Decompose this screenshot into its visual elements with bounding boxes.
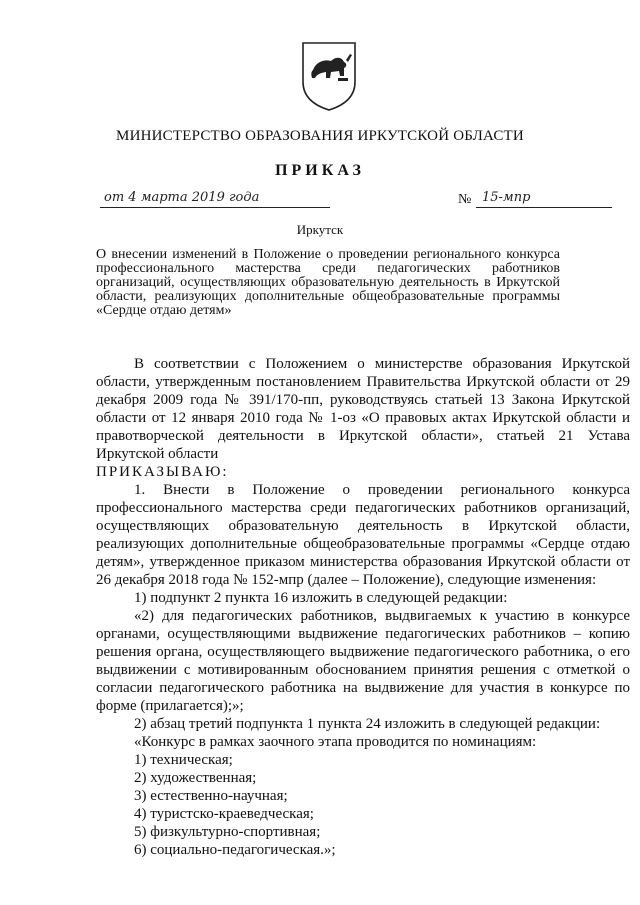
order-date-handwritten: от 4 марта 2019 года — [100, 190, 330, 208]
coat-of-arms-emblem — [300, 40, 358, 112]
ministry-name: МИНИСТЕРСТВО ОБРАЗОВАНИЯ ИРКУТСКОЙ ОБЛАСТИ — [116, 128, 524, 144]
item-1-paragraph: 1. Внести в Положение о проведении регионального конкурса профессионального мастерства среди педагогических работников организаций, осуществляющих образовательную деятельность в Иркутской области, реализующих дополнительные общеобразовательные программы «Сердце отдаю детям», утвержденное приказом министерства образования Иркутской области от 26 декабря 2018 года № 152-мпр (далее – Положение), следующие изменения: — [96, 482, 630, 588]
order-number-label: № — [458, 192, 472, 207]
nomination-item: 3) естественно-научная; — [134, 788, 288, 804]
order-title: ПРИКАЗ — [275, 162, 365, 179]
order-subject: О внесении изменений в Положение о проведении регионального конкурса профессионального мастерства среди педагогических работников организаций, осуществляющих образовательную деятельность в Иркутской области, реализующих дополнительные общеобразовательные программы «Сердце отдаю детям» — [96, 247, 560, 318]
nomination-item: 1) техническая; — [134, 752, 233, 768]
subitem-1-paragraph: 1) подпункт 2 пункта 16 изложить в следующей редакции: — [134, 590, 508, 606]
city-name: Иркутск — [296, 222, 344, 237]
nomination-item: 2) художественная; — [134, 770, 257, 786]
quote-2-paragraph: «Конкурс в рамках заочного этапа проводится по номинациям: — [134, 734, 537, 750]
nomination-item: 6) социально-педагогическая.»; — [134, 842, 336, 858]
orders-heading: ПРИКАЗЫВАЮ: — [96, 464, 229, 480]
document-body — [96, 355, 630, 859]
quote-1-paragraph: «2) для педагогических работников, выдвигаемых к участию в конкурсе органами, осуществляющими выдвижение педагогических работников – копию решения органа, осуществляющего выдвижение педагогического работника, о его выдвижении с мотивированным обоснованием принятия решения с отметкой о согласии педагогического работника на выдвижение для участия в конкурсе по форме (прилагается);»; — [96, 608, 630, 714]
preamble-paragraph: В соответствии с Положением о министерстве образования Иркутской области, утвержденным постановлением Правительства Иркутской области от 29 декабря 2009 года № 391/170-пп, руководствуясь статьей 13 Закона Иркутской области от 12 января 2010 года № 1-оз «О правовых актах Иркутской области и правотворческой деятельности в Иркутской области», статьей 21 Устава Иркутской области — [96, 356, 630, 462]
subitem-2-paragraph: 2) абзац третий подпункта 1 пункта 24 изложить в следующей редакции: — [134, 716, 601, 732]
nomination-item: 4) туристско-краеведческая; — [134, 806, 314, 822]
nomination-item: 5) физкультурно-спортивная; — [134, 824, 321, 840]
order-number-handwritten: 15-мпр — [476, 190, 612, 208]
